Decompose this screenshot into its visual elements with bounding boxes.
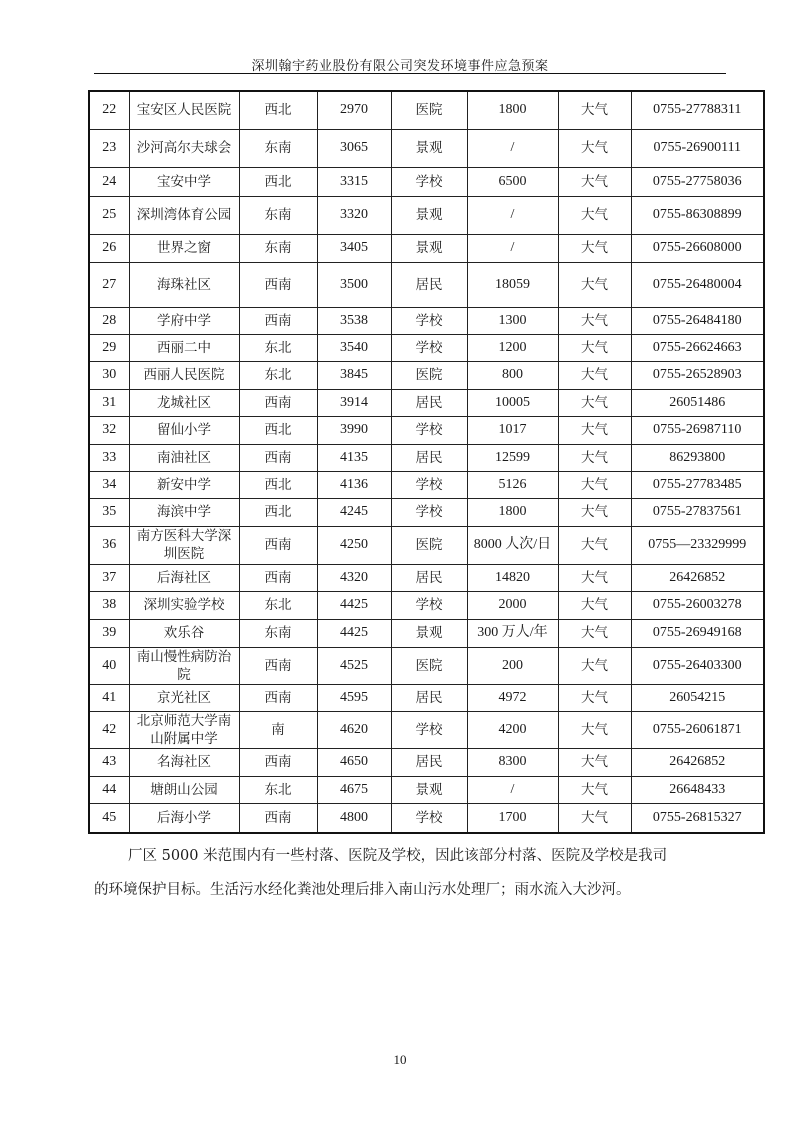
population-cell: 1017 xyxy=(467,416,558,444)
target-name-cell: 塘朗山公园 xyxy=(129,776,239,803)
population-cell: / xyxy=(467,234,558,262)
distance-cell: 3315 xyxy=(317,167,391,196)
target-name-cell: 后海社区 xyxy=(129,564,239,591)
population-cell: 4200 xyxy=(467,711,558,748)
row-number-cell: 36 xyxy=(89,526,129,564)
population-cell: 200 xyxy=(467,647,558,684)
target-name-cell: 南方医科大学深圳医院 xyxy=(129,526,239,564)
phone-cell: 0755-26608000 xyxy=(631,234,764,262)
distance-cell: 3540 xyxy=(317,334,391,361)
phone-cell: 0755-27783485 xyxy=(631,471,764,498)
table-row xyxy=(89,416,764,444)
distance-cell: 3405 xyxy=(317,234,391,262)
environment-element-cell: 大气 xyxy=(558,684,631,711)
row-number-cell: 30 xyxy=(89,361,129,389)
environment-element-cell: 大气 xyxy=(558,234,631,262)
environment-element-cell: 大气 xyxy=(558,498,631,526)
direction-cell: 西南 xyxy=(239,307,317,334)
distance-cell: 4620 xyxy=(317,711,391,748)
row-number-cell: 33 xyxy=(89,444,129,471)
environment-element-cell: 大气 xyxy=(558,803,631,833)
environment-element-cell: 大气 xyxy=(558,647,631,684)
row-number-cell: 41 xyxy=(89,684,129,711)
target-type-cell: 学校 xyxy=(391,471,467,498)
distance-cell: 4675 xyxy=(317,776,391,803)
target-name-cell: 宝安区人民医院 xyxy=(129,91,239,129)
table-row xyxy=(89,129,764,167)
distance-cell: 4320 xyxy=(317,564,391,591)
row-number-cell: 40 xyxy=(89,647,129,684)
table-row xyxy=(89,498,764,526)
table-row xyxy=(89,647,764,684)
phone-cell: 26426852 xyxy=(631,748,764,776)
phone-cell: 0755-26949168 xyxy=(631,619,764,647)
target-name-cell: 欢乐谷 xyxy=(129,619,239,647)
phone-cell: 0755-26900111 xyxy=(631,129,764,167)
row-number-cell: 24 xyxy=(89,167,129,196)
population-cell: 10005 xyxy=(467,389,558,416)
phone-cell: 0755-26003278 xyxy=(631,591,764,619)
distance-cell: 4245 xyxy=(317,498,391,526)
population-cell: 12599 xyxy=(467,444,558,471)
table-row xyxy=(89,91,764,129)
direction-cell: 东南 xyxy=(239,129,317,167)
environment-element-cell: 大气 xyxy=(558,334,631,361)
direction-cell: 东南 xyxy=(239,619,317,647)
table-row xyxy=(89,167,764,196)
target-type-cell: 景观 xyxy=(391,234,467,262)
environment-element-cell: 大气 xyxy=(558,262,631,307)
table-row xyxy=(89,526,764,564)
target-name-cell: 沙河高尔夫球会 xyxy=(129,129,239,167)
target-name-cell: 海滨中学 xyxy=(129,498,239,526)
distance-cell: 4250 xyxy=(317,526,391,564)
population-cell: 4972 xyxy=(467,684,558,711)
row-number-cell: 29 xyxy=(89,334,129,361)
environment-element-cell: 大气 xyxy=(558,196,631,234)
direction-cell: 西北 xyxy=(239,416,317,444)
table-row xyxy=(89,307,764,334)
distance-cell: 3065 xyxy=(317,129,391,167)
row-number-cell: 45 xyxy=(89,803,129,833)
sensitive-targets-table xyxy=(88,90,765,834)
direction-cell: 西南 xyxy=(239,564,317,591)
environment-element-cell: 大气 xyxy=(558,711,631,748)
target-type-cell: 学校 xyxy=(391,416,467,444)
target-name-cell: 留仙小学 xyxy=(129,416,239,444)
environment-element-cell: 大气 xyxy=(558,167,631,196)
environment-element-cell: 大气 xyxy=(558,389,631,416)
body-paragraph-line-1: 厂区 5000 米范围内有一些村落、医院及学校，因此该部分村落、医院及学校是我司 xyxy=(128,848,668,864)
population-cell: 1300 xyxy=(467,307,558,334)
population-cell: 800 xyxy=(467,361,558,389)
environment-element-cell: 大气 xyxy=(558,416,631,444)
phone-cell: 0755-27837561 xyxy=(631,498,764,526)
population-cell: 8000 人次/日 xyxy=(467,526,558,564)
direction-cell: 西南 xyxy=(239,803,317,833)
population-cell: 1800 xyxy=(467,498,558,526)
phone-cell: 0755-26624663 xyxy=(631,334,764,361)
environment-element-cell: 大气 xyxy=(558,444,631,471)
environment-element-cell: 大气 xyxy=(558,591,631,619)
target-type-cell: 学校 xyxy=(391,498,467,526)
distance-cell: 3500 xyxy=(317,262,391,307)
direction-cell: 东北 xyxy=(239,776,317,803)
distance-cell: 4650 xyxy=(317,748,391,776)
environment-element-cell: 大气 xyxy=(558,471,631,498)
distance-cell: 4800 xyxy=(317,803,391,833)
target-name-cell: 宝安中学 xyxy=(129,167,239,196)
phone-cell: 0755-27788311 xyxy=(631,91,764,129)
target-name-cell: 海珠社区 xyxy=(129,262,239,307)
row-number-cell: 34 xyxy=(89,471,129,498)
table-row xyxy=(89,748,764,776)
target-type-cell: 医院 xyxy=(391,526,467,564)
environment-element-cell: 大气 xyxy=(558,564,631,591)
direction-cell: 西南 xyxy=(239,262,317,307)
row-number-cell: 39 xyxy=(89,619,129,647)
direction-cell: 南 xyxy=(239,711,317,748)
direction-cell: 西南 xyxy=(239,684,317,711)
body-paragraph-line-2: 的环境保护目标。生活污水经化粪池处理后排入南山污水处理厂；雨水流入大沙河。 xyxy=(94,882,631,898)
table-row xyxy=(89,389,764,416)
table-row xyxy=(89,361,764,389)
environment-element-cell: 大气 xyxy=(558,307,631,334)
target-type-cell: 医院 xyxy=(391,91,467,129)
target-name-cell: 龙城社区 xyxy=(129,389,239,416)
phone-cell: 0755—23329999 xyxy=(631,526,764,564)
phone-cell: 0755-27758036 xyxy=(631,167,764,196)
target-type-cell: 学校 xyxy=(391,307,467,334)
direction-cell: 东北 xyxy=(239,361,317,389)
population-cell: / xyxy=(467,196,558,234)
direction-cell: 东北 xyxy=(239,591,317,619)
population-cell: / xyxy=(467,129,558,167)
target-name-cell: 西丽二中 xyxy=(129,334,239,361)
table-row xyxy=(89,803,764,833)
row-number-cell: 35 xyxy=(89,498,129,526)
table-row xyxy=(89,444,764,471)
target-type-cell: 居民 xyxy=(391,389,467,416)
direction-cell: 西南 xyxy=(239,444,317,471)
table-row xyxy=(89,711,764,748)
distance-cell: 3914 xyxy=(317,389,391,416)
phone-cell: 26426852 xyxy=(631,564,764,591)
environment-element-cell: 大气 xyxy=(558,748,631,776)
table-row xyxy=(89,262,764,307)
table-row xyxy=(89,591,764,619)
target-name-cell: 世界之窗 xyxy=(129,234,239,262)
header-divider xyxy=(94,73,726,74)
target-name-cell: 南油社区 xyxy=(129,444,239,471)
population-cell: 2000 xyxy=(467,591,558,619)
target-type-cell: 学校 xyxy=(391,803,467,833)
row-number-cell: 27 xyxy=(89,262,129,307)
environment-element-cell: 大气 xyxy=(558,91,631,129)
target-type-cell: 居民 xyxy=(391,444,467,471)
target-type-cell: 学校 xyxy=(391,167,467,196)
row-number-cell: 32 xyxy=(89,416,129,444)
target-type-cell: 学校 xyxy=(391,334,467,361)
direction-cell: 东南 xyxy=(239,234,317,262)
table-row xyxy=(89,564,764,591)
direction-cell: 西南 xyxy=(239,389,317,416)
target-name-cell: 新安中学 xyxy=(129,471,239,498)
target-type-cell: 学校 xyxy=(391,711,467,748)
row-number-cell: 26 xyxy=(89,234,129,262)
page-number: 10 xyxy=(393,1052,407,1067)
population-cell: 1700 xyxy=(467,803,558,833)
direction-cell: 东南 xyxy=(239,196,317,234)
distance-cell: 4425 xyxy=(317,591,391,619)
target-name-cell: 学府中学 xyxy=(129,307,239,334)
row-number-cell: 25 xyxy=(89,196,129,234)
population-cell: 1800 xyxy=(467,91,558,129)
table-row xyxy=(89,471,764,498)
distance-cell: 3845 xyxy=(317,361,391,389)
row-number-cell: 23 xyxy=(89,129,129,167)
direction-cell: 西南 xyxy=(239,647,317,684)
target-type-cell: 景观 xyxy=(391,776,467,803)
environment-element-cell: 大气 xyxy=(558,526,631,564)
target-type-cell: 学校 xyxy=(391,591,467,619)
direction-cell: 西北 xyxy=(239,167,317,196)
population-cell: 5126 xyxy=(467,471,558,498)
row-number-cell: 43 xyxy=(89,748,129,776)
direction-cell: 西北 xyxy=(239,471,317,498)
target-name-cell: 名海社区 xyxy=(129,748,239,776)
phone-cell: 0755-26484180 xyxy=(631,307,764,334)
target-type-cell: 居民 xyxy=(391,684,467,711)
row-number-cell: 42 xyxy=(89,711,129,748)
population-cell: 1200 xyxy=(467,334,558,361)
distance-cell: 2970 xyxy=(317,91,391,129)
phone-cell: 0755-86308899 xyxy=(631,196,764,234)
population-cell: 300 万人/年 xyxy=(467,619,558,647)
target-name-cell: 京光社区 xyxy=(129,684,239,711)
distance-cell: 4136 xyxy=(317,471,391,498)
row-number-cell: 22 xyxy=(89,91,129,129)
phone-cell: 0755-26403300 xyxy=(631,647,764,684)
target-type-cell: 景观 xyxy=(391,196,467,234)
target-name-cell: 南山慢性病防治院 xyxy=(129,647,239,684)
target-name-cell: 深圳实验学校 xyxy=(129,591,239,619)
row-number-cell: 31 xyxy=(89,389,129,416)
population-cell: 6500 xyxy=(467,167,558,196)
distance-cell: 4595 xyxy=(317,684,391,711)
direction-cell: 西北 xyxy=(239,498,317,526)
target-type-cell: 居民 xyxy=(391,262,467,307)
direction-cell: 西南 xyxy=(239,748,317,776)
direction-cell: 西北 xyxy=(239,91,317,129)
population-cell: / xyxy=(467,776,558,803)
distance-cell: 4135 xyxy=(317,444,391,471)
direction-cell: 东北 xyxy=(239,334,317,361)
table-row xyxy=(89,776,764,803)
phone-cell: 0755-26815327 xyxy=(631,803,764,833)
table-row xyxy=(89,234,764,262)
phone-cell: 0755-26987110 xyxy=(631,416,764,444)
distance-cell: 4525 xyxy=(317,647,391,684)
population-cell: 18059 xyxy=(467,262,558,307)
environment-element-cell: 大气 xyxy=(558,129,631,167)
distance-cell: 4425 xyxy=(317,619,391,647)
distance-cell: 3320 xyxy=(317,196,391,234)
document-header-title: 深圳翰宇药业股份有限公司突发环境事件应急预案 xyxy=(251,59,549,74)
environment-element-cell: 大气 xyxy=(558,361,631,389)
phone-cell: 26648433 xyxy=(631,776,764,803)
row-number-cell: 38 xyxy=(89,591,129,619)
target-name-cell: 后海小学 xyxy=(129,803,239,833)
target-type-cell: 景观 xyxy=(391,619,467,647)
table-row xyxy=(89,196,764,234)
target-name-cell: 西丽人民医院 xyxy=(129,361,239,389)
target-type-cell: 居民 xyxy=(391,564,467,591)
phone-cell: 0755-26480004 xyxy=(631,262,764,307)
direction-cell: 西南 xyxy=(239,526,317,564)
environment-element-cell: 大气 xyxy=(558,619,631,647)
population-cell: 14820 xyxy=(467,564,558,591)
table-row xyxy=(89,619,764,647)
phone-cell: 0755-26061871 xyxy=(631,711,764,748)
distance-cell: 3990 xyxy=(317,416,391,444)
phone-cell: 86293800 xyxy=(631,444,764,471)
target-name-cell: 北京师范大学南山附属中学 xyxy=(129,711,239,748)
row-number-cell: 44 xyxy=(89,776,129,803)
table-row xyxy=(89,684,764,711)
row-number-cell: 28 xyxy=(89,307,129,334)
phone-cell: 26054215 xyxy=(631,684,764,711)
target-name-cell: 深圳湾体育公园 xyxy=(129,196,239,234)
phone-cell: 26051486 xyxy=(631,389,764,416)
table-row xyxy=(89,334,764,361)
target-type-cell: 景观 xyxy=(391,129,467,167)
environment-element-cell: 大气 xyxy=(558,776,631,803)
phone-cell: 0755-26528903 xyxy=(631,361,764,389)
target-type-cell: 医院 xyxy=(391,361,467,389)
target-type-cell: 居民 xyxy=(391,748,467,776)
target-type-cell: 医院 xyxy=(391,647,467,684)
distance-cell: 3538 xyxy=(317,307,391,334)
population-cell: 8300 xyxy=(467,748,558,776)
row-number-cell: 37 xyxy=(89,564,129,591)
